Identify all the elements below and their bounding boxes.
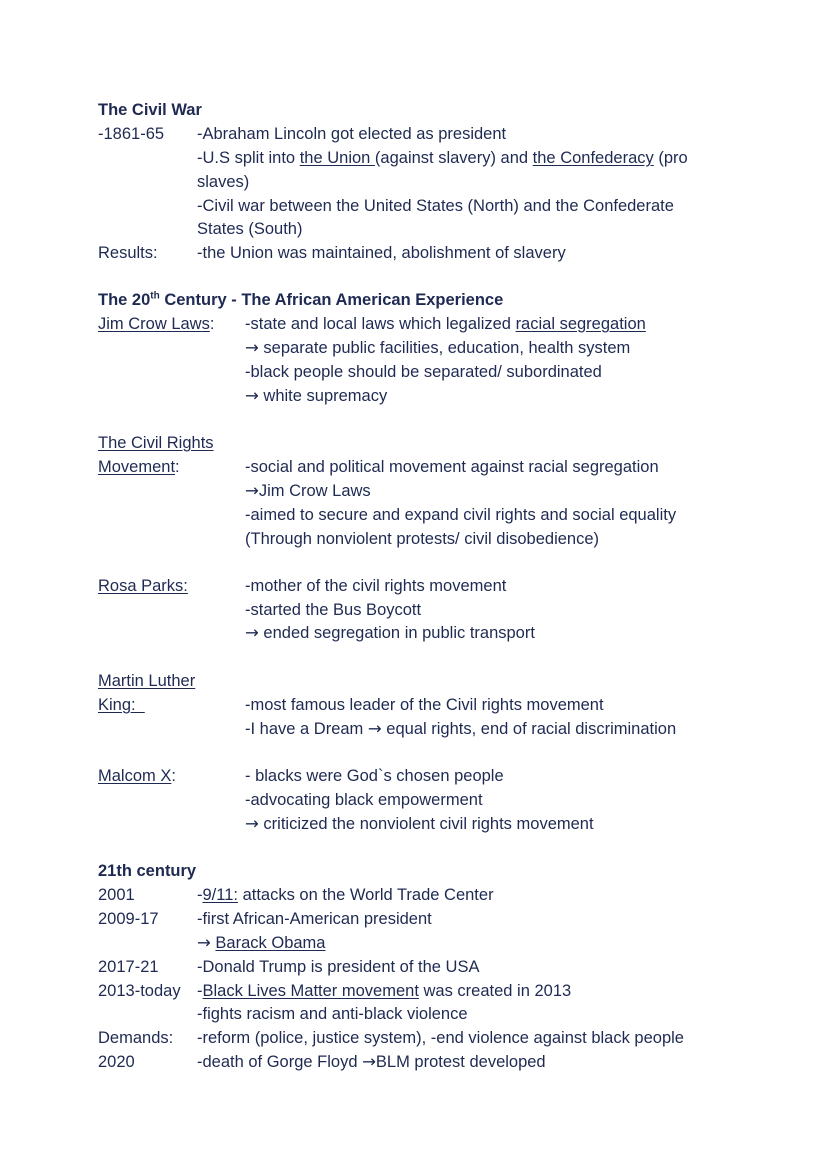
text-line: -fights racism and anti-black violence [197,1005,468,1023]
text-fragment: -death of Gorge Floyd [197,1053,363,1071]
term-colon: : [175,458,180,476]
text-line: -mother of the civil rights movement [245,577,507,595]
text-line: -black people should be separated/ subordinated [245,363,602,381]
arrow-right-icon: → [245,814,259,833]
arrow-right-icon: → [362,1052,376,1071]
heading-fragment: The 20 [98,291,151,309]
text-fragment: equal rights, end of racial discrimination [381,720,677,738]
text-line [197,932,325,954]
section-heading-20th-century [98,289,503,311]
text-fragment: - [197,886,203,904]
text-fragment: (against slavery) and [374,149,533,167]
racial-segregation-term: racial segregation [515,315,646,333]
term-label-malcom-x [98,765,176,787]
text-line [245,718,676,740]
term-label-civil-rights-cont [98,456,180,478]
text-line [245,385,387,407]
term-text: King: [98,696,145,714]
text-fragment: -state and local laws which legalized [245,315,516,333]
text-line: -reform (police, justice system), -end violence against black people [197,1029,684,1047]
heading-superscript: th [150,290,160,302]
text-fragment: separate public facilities, education, health system [258,339,631,357]
blm-term: Black Lives Matter movement [202,982,419,1000]
term-text: Malcom X [98,767,172,785]
text-line: - blacks were God`s chosen people [245,767,504,785]
text-line [245,813,594,835]
term-text: Movement [98,458,176,476]
text-fragment: BLM protest developed [375,1053,546,1071]
text-fragment: criticized the nonviolent civil rights movement [258,815,594,833]
term-text: The Civil Rights [98,434,214,452]
text-line: -Abraham Lincoln got elected as president [197,125,507,143]
results-label: Results: [98,244,158,262]
date-label: 2001 [98,886,135,904]
term-label-civil-rights [98,432,214,454]
arrow-right-icon: → [197,933,211,952]
text-line [245,480,371,502]
text-fragment: Jim Crow Laws [258,482,371,500]
arrow-right-icon: → [245,386,259,405]
text-line: -social and political movement against racial segregation [245,458,659,476]
barack-obama-term: Barack Obama [215,934,326,952]
term-colon: : [209,315,215,333]
nine-eleven-term: 9/11: [202,886,238,904]
text-fragment: -U.S split into [197,149,300,167]
text-fragment: -I have a Dream [245,720,368,738]
heading-fragment: Century - The African American Experience [159,291,504,309]
text-line: -advocating black empowerment [245,791,483,809]
text-line [197,147,688,169]
text-fragment: ended segregation in public transport [258,624,535,642]
text-fragment: - [197,982,203,1000]
confederacy-term: the Confederacy [532,149,654,167]
term-text: Jim Crow Laws [98,315,210,333]
text-line: -Donald Trump is president of the USA [197,958,480,976]
date-label: 2017-21 [98,958,159,976]
arrow-right-icon: → [245,481,259,500]
date-label: 2009-17 [98,910,159,928]
text-line [197,884,494,906]
section-heading-21st-century: 21th century [98,862,197,880]
text-line: (Through nonviolent protests/ civil disobedience) [245,530,600,548]
arrow-right-icon: → [245,338,259,357]
text-fragment: was created in 2013 [418,982,572,1000]
term-colon: : [171,767,176,785]
date-label: 2013-today [98,982,181,1000]
arrow-right-icon: → [245,623,259,642]
arrow-right-icon: → [367,719,382,738]
term-label-mlk-cont [98,694,145,716]
date-label: 2020 [98,1053,135,1071]
text-line: States (South) [197,220,303,238]
text-line [197,1051,546,1073]
text-fragment: attacks on the World Trade Center [237,886,494,904]
term-text: Rosa Parks: [98,577,188,595]
term-label-rosa-parks [98,575,188,597]
text-line: -aimed to secure and expand civil rights and social equality [245,506,677,524]
text-line: slaves) [197,173,250,191]
text-line: -most famous leader of the Civil rights movement [245,696,604,714]
text-line: -Civil war between the United States (North) and the Confederate [197,197,674,215]
text-line [245,622,535,644]
term-text: Martin Luther [98,672,196,690]
text-line: -first African-American president [197,910,432,928]
date-label: Demands: [98,1029,174,1047]
date-label: -1861-65 [98,125,165,143]
text-line [245,313,646,335]
term-label-jim-crow [98,313,214,335]
text-line: -the Union was maintained, abolishment of slavery [197,244,566,262]
text-line [197,980,571,1002]
term-label-mlk [98,670,195,692]
section-heading-civil-war: The Civil War [98,101,202,119]
text-fragment: white supremacy [258,387,388,405]
union-term: the Union [299,149,375,167]
text-line: -started the Bus Boycott [245,601,422,619]
text-line [245,337,630,359]
text-fragment: (pro [653,149,688,167]
